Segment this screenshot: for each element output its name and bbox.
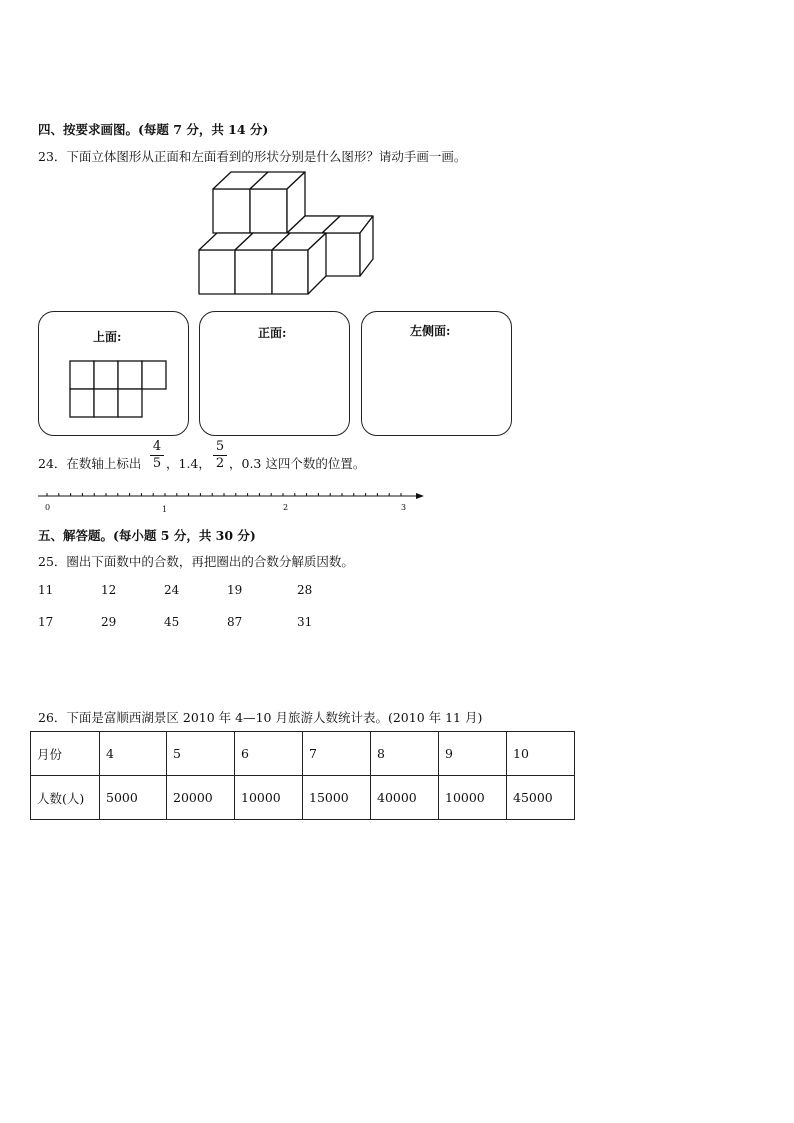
top-view-label: 上面: xyxy=(93,330,122,344)
number-item: 31 xyxy=(297,615,313,629)
cube-front-face xyxy=(272,250,308,294)
number-item: 24 xyxy=(164,583,180,597)
axis-label-1: 1 xyxy=(162,505,168,514)
fraction-four-fifths xyxy=(150,440,164,471)
number-item: 17 xyxy=(38,615,54,629)
table-cell: 15000 xyxy=(303,776,371,820)
cube-front-face xyxy=(199,250,235,294)
table-row xyxy=(31,776,575,820)
table-cell: 5000 xyxy=(100,776,167,820)
table-cell: 6 xyxy=(235,732,303,776)
number-item: 19 xyxy=(227,583,243,597)
number-item: 29 xyxy=(101,615,117,629)
row-header-count: 人数(人) xyxy=(31,776,100,820)
question-23-text: 23．下面立体图形从正面和左面看到的形状分别是什么图形？请动手画一画。 xyxy=(38,149,467,164)
axis-label-3: 3 xyxy=(401,503,407,512)
question-25-text: 25．圈出下面数中的合数，再把圈出的合数分解质因数。 xyxy=(38,554,354,569)
axis-label-2: 2 xyxy=(283,503,289,512)
table-cell: 8 xyxy=(371,732,439,776)
table-cell: 10000 xyxy=(439,776,507,820)
cube-front-face xyxy=(322,233,360,276)
top-view-grid xyxy=(69,360,169,420)
front-view-box xyxy=(199,311,350,436)
row-header-month: 月份 xyxy=(31,732,100,776)
fraction-numerator: 5 xyxy=(215,439,225,454)
table-row xyxy=(31,732,575,776)
fraction-denominator: 2 xyxy=(215,456,225,471)
cube-front-face xyxy=(213,189,250,233)
table-cell: 20000 xyxy=(167,776,235,820)
question-24-prefix: 24．在数轴上标出 xyxy=(38,456,142,471)
number-item: 28 xyxy=(297,583,313,597)
fraction-denominator: 5 xyxy=(152,456,162,471)
left-view-label: 左侧面: xyxy=(410,324,451,338)
fraction-five-halves xyxy=(213,440,227,471)
question-24-suffix: ，0.3 这四个数的位置。 xyxy=(229,456,366,471)
table-cell: 40000 xyxy=(371,776,439,820)
table-cell: 7 xyxy=(303,732,371,776)
number-item: 45 xyxy=(164,615,180,629)
left-view-box xyxy=(361,311,512,436)
section-5-title: 五、解答题。(每小题 5 分，共 30 分) xyxy=(38,528,256,543)
axis-arrow xyxy=(416,493,424,499)
number-item: 11 xyxy=(38,583,54,597)
number-item: 12 xyxy=(101,583,117,597)
question-24-mid: ，1.4， xyxy=(166,456,211,471)
table-cell: 4 xyxy=(100,732,167,776)
front-view-label: 正面: xyxy=(258,326,287,340)
table-cell: 10 xyxy=(507,732,575,776)
tourist-stats-table xyxy=(30,731,575,820)
cube-front-face xyxy=(250,189,287,233)
question-26-text: 26．下面是富顺西湖景区 2010 年 4—10 月旅游人数统计表。(2010 年 11 月) xyxy=(38,710,483,725)
cube-figure xyxy=(195,168,380,300)
section-4-title: 四、按要求画图。(每题 7 分，共 14 分) xyxy=(38,122,269,137)
number-line xyxy=(38,488,424,502)
table-cell: 45000 xyxy=(507,776,575,820)
fraction-numerator: 4 xyxy=(152,439,162,454)
top-view-box xyxy=(38,311,189,436)
number-item: 87 xyxy=(227,615,243,629)
table-cell: 10000 xyxy=(235,776,303,820)
table-cell: 9 xyxy=(439,732,507,776)
table-cell: 5 xyxy=(167,732,235,776)
cube-front-face xyxy=(235,250,272,294)
axis-label-0: 0 xyxy=(45,503,51,512)
